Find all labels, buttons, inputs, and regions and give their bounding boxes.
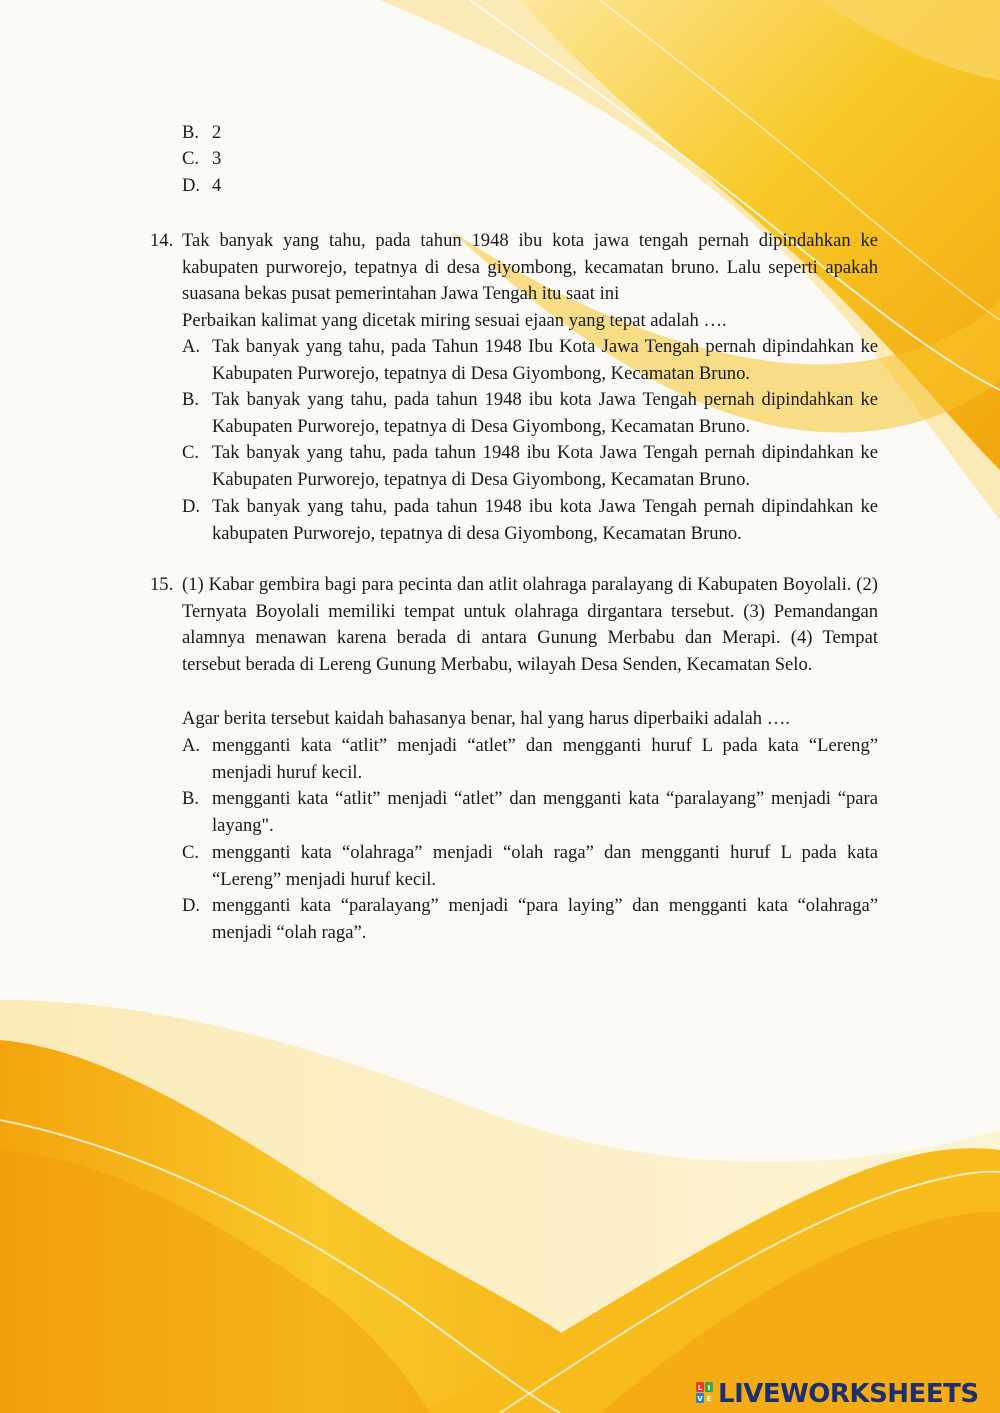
option-text: 4 bbox=[212, 175, 222, 196]
option-text: Tak banyak yang tahu, pada tahun 1948 ibu kota Jawa Tengah pernah dipindahkan ke kabupaten Purworejo, tepatnya di desa Giyombong, Kecamatan Bruno. bbox=[212, 496, 878, 544]
option-label: B. bbox=[182, 788, 200, 809]
option-text: Tak banyak yang tahu, pada tahun 1948 ibu Kota Jawa Tengah pernah dipindahkan ke Kabupaten Purworejo, tepatnya di Desa Giyombong, Kecamatan Bruno. bbox=[212, 442, 878, 490]
option-text: 3 bbox=[212, 148, 222, 169]
question-14-stem: Tak banyak yang tahu, pada tahun 1948 ibu kota jawa tengah pernah dipindahkan ke kabupaten purworejo, tepatnya di desa giyombong, kecamatan bruno. Lalu seperti apakah suasana bekas pusat pemerintahan Jawa Tengah itu saat ini bbox=[182, 230, 878, 305]
q15-option-a[interactable] bbox=[182, 733, 878, 787]
prev-option-b[interactable] bbox=[182, 120, 302, 147]
question-number-15: 15. bbox=[150, 574, 174, 595]
option-label: D. bbox=[182, 496, 201, 517]
option-label: A. bbox=[182, 336, 201, 357]
svg-text:I: I bbox=[707, 1384, 711, 1392]
q15-option-c[interactable] bbox=[182, 840, 878, 894]
q14-option-a[interactable] bbox=[182, 334, 878, 388]
question-14-instruction: Perbaikan kalimat yang dicetak miring sesuai ejaan yang tepat adalah …. bbox=[182, 310, 727, 331]
svg-text:E: E bbox=[706, 1395, 712, 1403]
question-15-instruction: Agar berita tersebut kaidah bahasanya benar, hal yang harus diperbaiki adalah …. bbox=[182, 708, 790, 729]
option-label: C. bbox=[182, 842, 200, 863]
option-text: mengganti kata “atlit” menjadi “atlet” dan mengganti huruf L pada kata “Lereng” menjadi huruf kecil. bbox=[212, 735, 878, 783]
prev-option-d[interactable] bbox=[182, 173, 302, 200]
option-text: 2 bbox=[212, 122, 222, 143]
question-number-14: 14. bbox=[150, 230, 174, 251]
svg-text:L: L bbox=[697, 1384, 703, 1392]
question-15-stem: (1) Kabar gembira bagi para pecinta dan atlit olahraga paralayang di Kabupaten Boyolali. (2) Ternyata Boyolali memiliki tempat untuk olahraga dirgantara tersebut. (3) Pemandangan alamnya menawan karena berada di antara Gunung Merbabu dan Merapi. (4) Tempat tersebut berada di Lereng Gunung Merbabu, wilayah Desa Senden, Kecamatan Selo. bbox=[182, 574, 878, 675]
liveworksheets-wordmark: LIVEWORKSHEETS bbox=[718, 1379, 979, 1409]
option-text: mengganti kata “paralayang” menjadi “para laying” dan mengganti kata “olahraga” menjadi “olah raga”. bbox=[212, 895, 878, 943]
option-text: mengganti kata “atlit” menjadi “atlet” dan mengganti kata “paralayang” menjadi “para layang". bbox=[212, 788, 878, 836]
prev-option-c[interactable] bbox=[182, 146, 302, 173]
q14-option-c[interactable] bbox=[182, 440, 878, 494]
option-label: C. bbox=[182, 148, 200, 169]
option-label: D. bbox=[182, 895, 201, 916]
option-text: Tak banyak yang tahu, pada tahun 1948 ibu kota Jawa Tengah pernah dipindahkan ke Kabupaten Purworejo, tepatnya di Desa Giyombong, Kecamatan Bruno. bbox=[212, 389, 878, 437]
option-label: C. bbox=[182, 442, 200, 463]
option-text: Tak banyak yang tahu, pada Tahun 1948 Ibu Kota Jawa Tengah pernah dipindahkan ke Kabupaten Purworejo, tepatnya di Desa Giyombong, Kecamatan Bruno. bbox=[212, 336, 878, 384]
q14-option-b[interactable] bbox=[182, 387, 878, 441]
option-label: D. bbox=[182, 175, 201, 196]
liveworksheets-badge-icon bbox=[696, 1382, 714, 1404]
option-label: B. bbox=[182, 389, 200, 410]
option-label: A. bbox=[182, 735, 201, 756]
svg-text:V: V bbox=[697, 1395, 703, 1403]
option-text: mengganti kata “olahraga” menjadi “olah raga” dan mengganti huruf L pada kata “Lereng” menjadi huruf kecil. bbox=[212, 842, 878, 890]
option-label: B. bbox=[182, 122, 200, 143]
q15-option-d[interactable] bbox=[182, 893, 878, 947]
q14-option-d[interactable] bbox=[182, 494, 878, 548]
q15-option-b[interactable] bbox=[182, 786, 878, 840]
liveworksheets-logo[interactable] bbox=[696, 1378, 994, 1410]
